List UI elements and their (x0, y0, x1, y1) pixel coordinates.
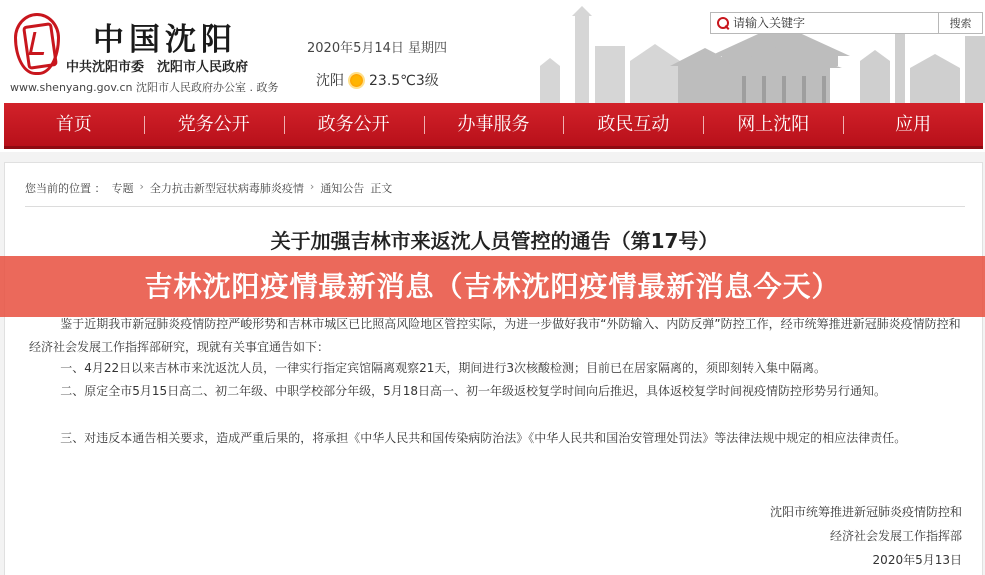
nav-item-apps[interactable]: 应用 (843, 102, 983, 148)
weather-temperature: 23.5℃3级 (369, 73, 439, 89)
article-item-2: 二、原定全市5月15日高二、初二年级、中职学校部分年级，5月18日高一、初一年级返校复学时间向后推迟，具体返校复学时间视疫情防控形势另行通知。 (60, 384, 887, 398)
nav-item-services[interactable]: 办事服务 (424, 102, 564, 148)
search-box (710, 12, 983, 34)
shenyang-logo-icon[interactable] (14, 13, 60, 75)
nav-item-government-affairs[interactable]: 政务公开 (284, 102, 424, 148)
breadcrumb-item-covid[interactable]: 全力抗击新型冠状病毒肺炎疫情 (149, 182, 304, 195)
breadcrumb-separator-icon: › (139, 180, 144, 193)
site-url: www.shenyang.gov.cn 沈阳市人民政府办公室 . 政务 (10, 81, 279, 94)
nav-item-online-shenyang[interactable]: 网上沈阳 (703, 102, 843, 148)
breadcrumb (25, 180, 392, 196)
main-nav (4, 103, 983, 149)
article-item-1: 一、4月22日以来吉林市来沈返沈人员，一律实行指定宾馆隔离观察21天，期间进行3次核酸检测；目前已在居家隔离的，须即刻转入集中隔离。 (60, 361, 827, 375)
search-icon (717, 17, 729, 29)
article-panel (4, 162, 983, 575)
current-date: 2020年5月14日 星期四 (307, 41, 448, 56)
breadcrumb-separator-icon: › (309, 180, 315, 193)
nav-item-party-affairs[interactable]: 党务公开 (144, 102, 284, 148)
breadcrumb-item-notices[interactable]: 通知公告 (320, 182, 365, 195)
article-intro: 鉴于近期我市新冠肺炎疫情防控严峻形势和吉林市城区已比照高风险地区管控实际，为进一步做好我市“外防输入、内防反弹”防控工作，经市统筹推进新冠肺炎疫情防控和经济社会发展工作指挥部研究，现就有关事宜通告如下： (29, 317, 961, 354)
headline-overlay-banner (0, 256, 985, 317)
site-name[interactable]: 中国沈阳 (93, 22, 237, 58)
signature-org-line-2: 经济社会发展工作指挥部 (829, 529, 962, 543)
weather-widget (316, 70, 439, 90)
search-input[interactable] (733, 14, 938, 32)
signature-org-line-1: 沈阳市统筹推进新冠肺炎疫情防控和 (769, 505, 962, 519)
article-item-3: 三、对违反本通告相关要求，造成严重后果的，将承担《中华人民共和国传染病防治法》《中华人民共和国治安管理处罚法》等法律法规中规定的相应法律责任。 (60, 431, 907, 445)
headline-overlay-text: 吉林沈阳疫情最新消息（吉林沈阳疫情最新消息今天） (144, 270, 841, 303)
nav-item-home[interactable]: 首页 (55, 113, 92, 135)
weather-city: 沈阳 (316, 73, 344, 89)
sun-icon (350, 74, 363, 87)
breadcrumb-prefix: 您当前的位置 ： (25, 182, 106, 195)
signature-date: 2020年5月13日 (872, 553, 962, 567)
search-button[interactable]: 搜索 (938, 13, 982, 33)
breadcrumb-divider (25, 206, 965, 207)
breadcrumb-item-current: 正文 (370, 182, 393, 195)
nav-item-interaction[interactable]: 政民互动 (563, 102, 703, 148)
article-title: 关于加强吉林市来返沈人员管控的通告（第17号） (270, 229, 719, 253)
site-orgs: 中共沈阳市委 沈阳市人民政府 (66, 60, 249, 75)
content-area (0, 152, 985, 575)
breadcrumb-item-topics[interactable]: 专题 (111, 182, 134, 195)
site-header (0, 0, 985, 103)
